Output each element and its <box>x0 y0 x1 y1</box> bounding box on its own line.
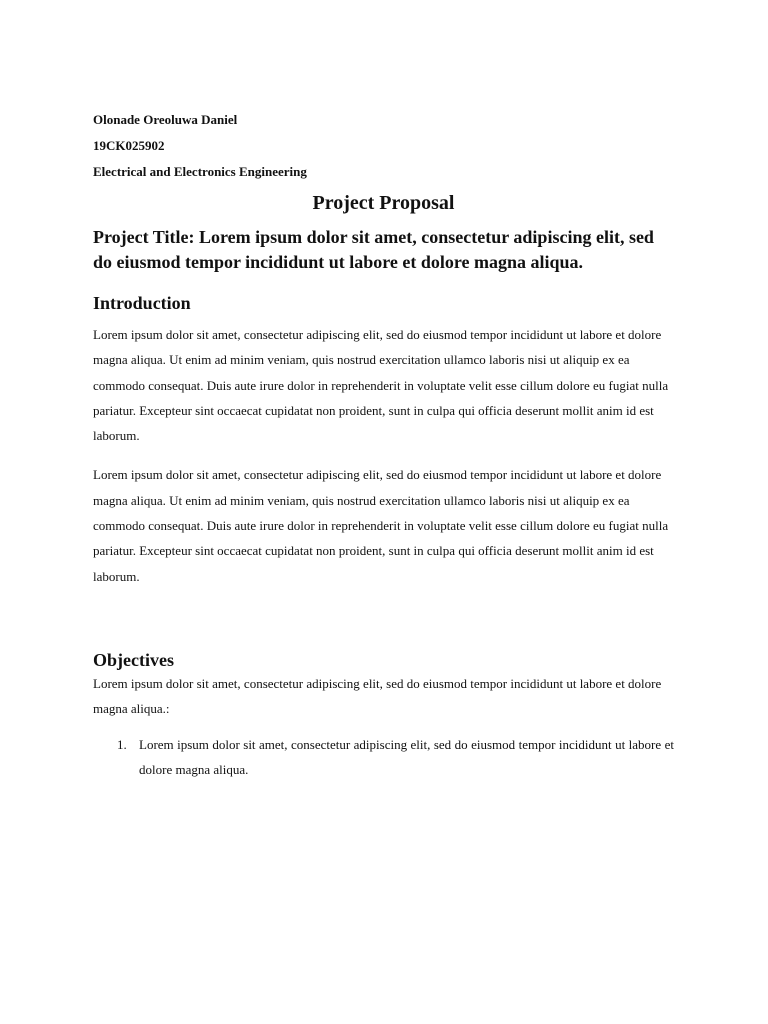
introduction-paragraph-2: Lorem ipsum dolor sit amet, consectetur adipiscing elit, sed do eiusmod tempor incididunt ut labore et dolore magna aliqua. Ut enim ad minim veniam, quis nostrud exercitation ullamco laboris nisi ut aliquip ex ea commodo consequat. Duis aute irure dolor in reprehenderit in voluptate velit esse cillum dolore eu fugiat nulla pariatur. Excepteur sint occaecat cupidatat non proident, sunt in culpa qui officia deserunt mollit anim id est laborum. <box>93 467 669 584</box>
introduction-paragraph-1: Lorem ipsum dolor sit amet, consectetur adipiscing elit, sed do eiusmod tempor incididunt ut labore et dolore magna aliqua. Ut enim ad minim veniam, quis nostrud exercitation ullamco laboris nisi ut aliquip ex ea commodo consequat. Duis aute irure dolor in reprehenderit in voluptate velit esse cillum dolore eu fugiat nulla pariatur. Excepteur sint occaecat cupidatat non proident, sunt in culpa qui officia deserunt mollit anim id est laborum. <box>93 327 669 444</box>
matric-number: 19CK025902 <box>93 138 165 153</box>
objectives-list <box>93 732 674 783</box>
objectives-intro: Lorem ipsum dolor sit amet, consectetur adipiscing elit, sed do eiusmod tempor incididunt ut labore et dolore magna aliqua.: <box>93 675 662 717</box>
objectives-heading: Objectives <box>93 649 174 670</box>
objective-item <box>93 732 674 783</box>
objective-text: Lorem ipsum dolor sit amet, consectetur adipiscing elit, sed do eiusmod tempor incididunt ut labore et dolore magna aliqua. <box>139 736 674 777</box>
department-name: Electrical and Electronics Engineering <box>93 164 307 179</box>
section-spacer <box>93 603 674 649</box>
document-body <box>93 111 674 782</box>
objective-number: 1. <box>117 736 127 752</box>
project-title: Project Title: Lorem ipsum dolor sit amet, consectetur adipiscing elit, sed do eiusmod tempor incididunt ut labore et dolore magna aliqua. <box>93 227 654 272</box>
author-name: Olonade Oreoluwa Daniel <box>93 112 238 127</box>
introduction-heading: Introduction <box>93 293 191 313</box>
document-title: Project Proposal <box>312 192 455 214</box>
